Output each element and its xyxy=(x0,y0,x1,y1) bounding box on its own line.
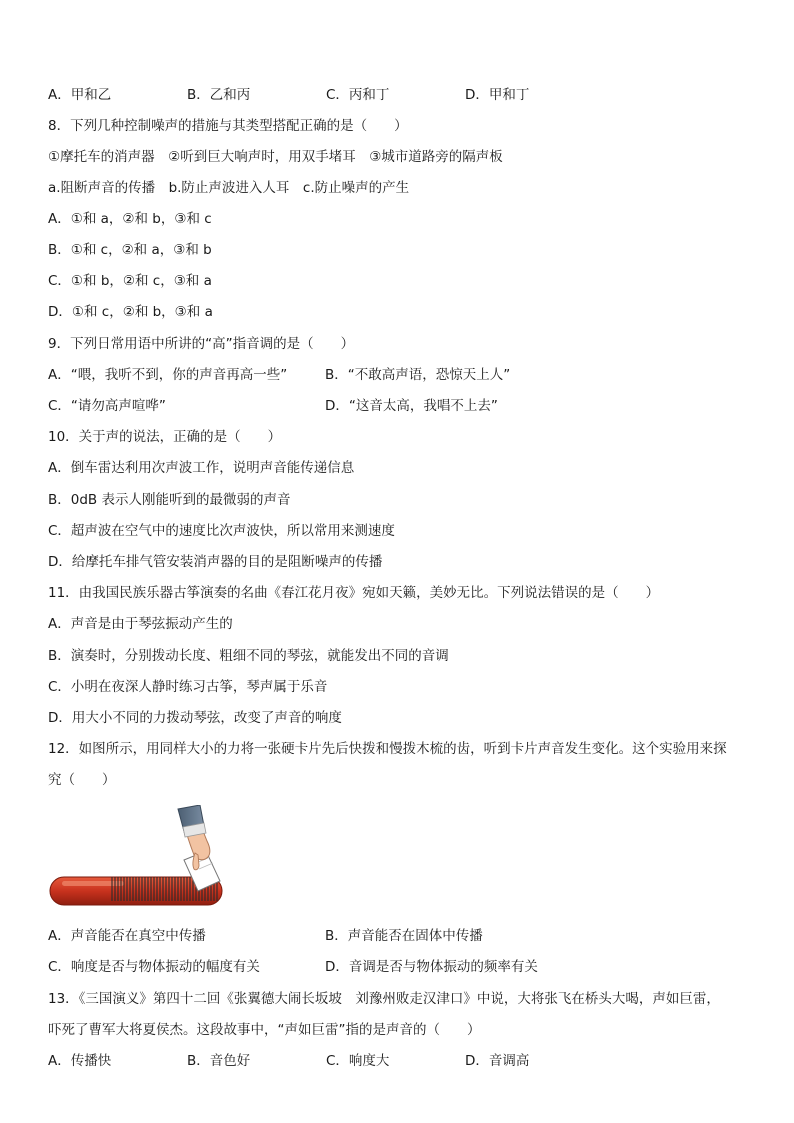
q7-option-c: C．丙和丁 xyxy=(326,87,390,103)
q10-option-a: A．倒车雷达利用次声波工作，说明声音能传递信息 xyxy=(48,460,355,476)
q8-option-d: D．①和 c，②和 b，③和 a xyxy=(48,304,213,320)
q8-option-c: C．①和 b，②和 c，③和 a xyxy=(48,273,212,289)
q12-stem-line1: 12．如图所示，用同样大小的力将一张硬卡片先后快拨和慢拨木梳的齿，听到卡片声音发生变化。这个实验用来探 xyxy=(48,741,727,757)
q11-option-d: D．用大小不同的力拨动琴弦，改变了声音的响度 xyxy=(48,710,342,726)
q8-types: a.阻断声音的传播 b.防止声波进入人耳 c.防止噪声的产生 xyxy=(48,180,410,196)
q12-option-d: D．音调是否与物体振动的频率有关 xyxy=(325,959,538,975)
q11-option-c: C．小明在夜深人静时练习古筝，琴声属于乐音 xyxy=(48,679,328,695)
q11-option-b: B．演奏时，分别拨动长度、粗细不同的琴弦，就能发出不同的音调 xyxy=(48,648,449,664)
q10-option-b: B．0dB 表示人刚能听到的最微弱的声音 xyxy=(48,492,291,508)
q10-option-c: C．超声波在空气中的速度比次声波快，所以常用来测速度 xyxy=(48,523,395,539)
q9-options-row2 xyxy=(48,396,602,416)
q8-measures: ①摩托车的消声器 ②听到巨大响声时，用双手堵耳 ③城市道路旁的隔声板 xyxy=(48,149,503,165)
q12-option-a: A．声音能否在真空中传播 xyxy=(48,928,206,944)
q7-option-a: A．甲和乙 xyxy=(48,87,112,103)
q11-option-a: A．声音是由于琴弦振动产生的 xyxy=(48,616,233,632)
q13-option-d: D．音调高 xyxy=(465,1053,530,1069)
q7-option-d: D．甲和丁 xyxy=(465,87,530,103)
q10-option-d: D．给摩托车排气管安装消声器的目的是阻断噪声的传播 xyxy=(48,554,383,570)
q12-stem-line2: 究（ ） xyxy=(48,772,116,788)
q13-stem-line1: 13．《三国演义》第四十二回《张翼德大闹长坂坡 刘豫州败走汉津口》中说，大将张飞在桥头大喝，声如巨雷， xyxy=(48,991,720,1007)
q12-option-c: C．响度是否与物体振动的幅度有关 xyxy=(48,959,260,975)
q8-option-a: A．①和 a，②和 b，③和 c xyxy=(48,211,212,227)
q9-option-b: B．“不敢高声语，恐惊天上人” xyxy=(325,367,511,383)
comb-card-figure xyxy=(48,805,228,907)
q11-stem: 11．由我国民族乐器古筝演奏的名曲《春江花月夜》宛如天籁，美妙无比。下列说法错误的是（ ） xyxy=(48,585,660,601)
q12-options-row2 xyxy=(48,957,602,977)
q7-options xyxy=(48,85,604,105)
q13-stem-line2: 吓死了曹军大将夏侯杰。这段故事中，“声如巨雷”指的是声音的（ ） xyxy=(48,1022,481,1038)
q9-option-c: C．“请勿高声喧哗” xyxy=(48,398,166,414)
q9-option-a: A．“喂，我听不到，你的声音再高一些” xyxy=(48,367,288,383)
comb-illustration xyxy=(48,805,228,907)
q12-option-b: B．声音能否在固体中传播 xyxy=(325,928,483,944)
q7-option-b: B．乙和丙 xyxy=(187,87,251,103)
q9-options-row1 xyxy=(48,365,602,385)
q13-option-a: A．传播快 xyxy=(48,1053,112,1069)
q13-option-c: C．响度大 xyxy=(326,1053,390,1069)
q12-options-row1 xyxy=(48,926,602,946)
q10-stem: 10．关于声的说法，正确的是（ ） xyxy=(48,429,282,445)
q13-option-b: B．音色好 xyxy=(187,1053,251,1069)
q9-option-d: D．“这音太高，我唱不上去” xyxy=(325,398,498,414)
q13-options xyxy=(48,1051,604,1071)
q9-stem: 9．下列日常用语中所讲的“高”指音调的是（ ） xyxy=(48,336,355,352)
q8-stem: 8．下列几种控制噪声的措施与其类型搭配正确的是（ ） xyxy=(48,118,408,134)
q8-option-b: B．①和 c，②和 a，③和 b xyxy=(48,242,212,258)
